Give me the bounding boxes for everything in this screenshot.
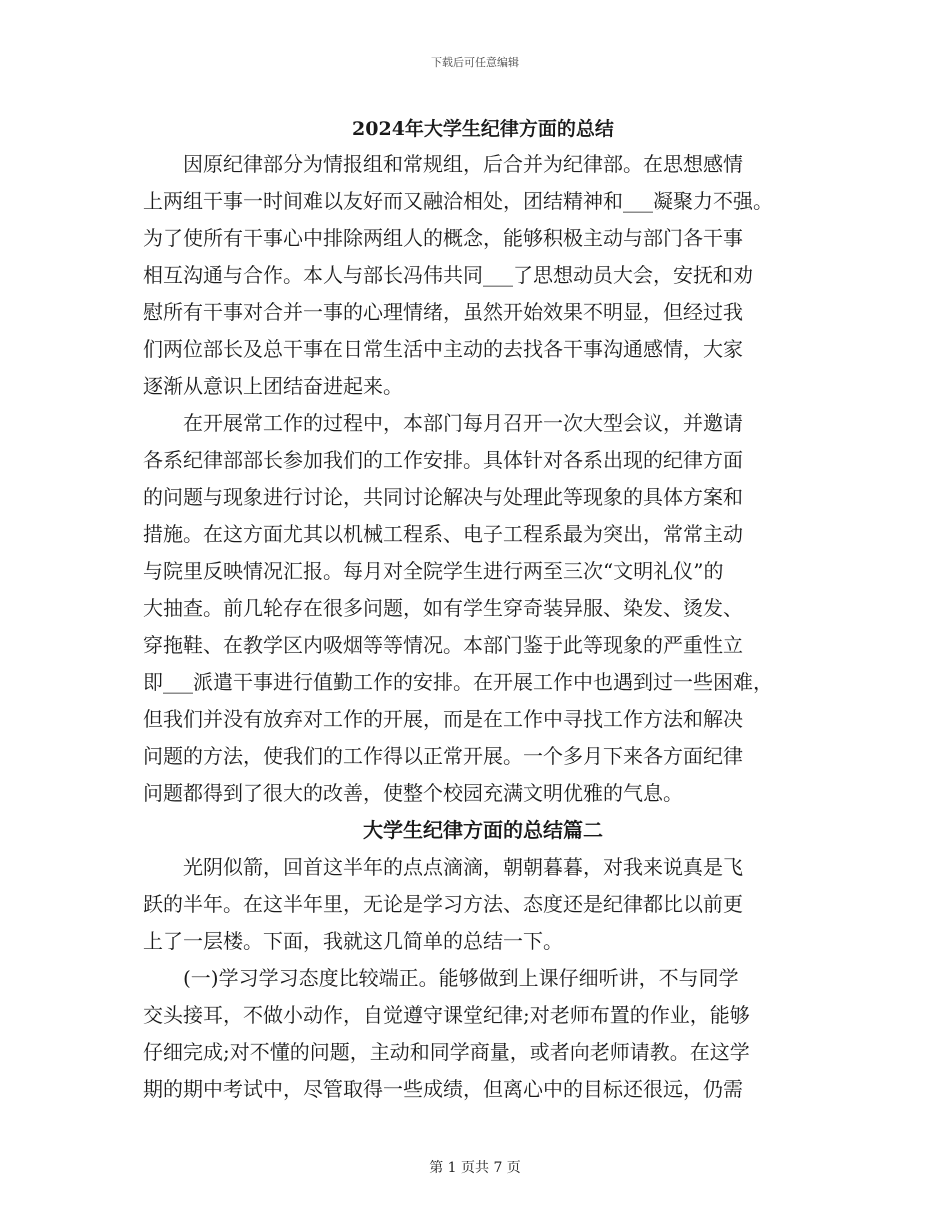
paragraph-line: 上了一层楼。下面，我就这几简单的总结一下。 xyxy=(143,929,563,953)
paragraph-line: 的问题与现象进行讨论，共同讨论解决与处理此等现象的具体方案和 xyxy=(143,485,743,509)
paragraph-2 xyxy=(143,405,823,812)
paragraph-line: 问题的方法，使我们的工作得以正常开展。一个多月下来各方面纪律 xyxy=(143,744,743,768)
paragraph-line: 慰所有干事对合并一事的心理情绪，虽然开始效果不明显，但经过我 xyxy=(143,300,743,324)
paragraph-line: 穿拖鞋、在教学区内吸烟等等情况。本部门鉴于此等现象的严重性立 xyxy=(143,633,743,657)
paragraph-line: 交头接耳，不做小动作，自觉遵守课堂纪律;对老师布置的作业，能够 xyxy=(143,1003,750,1027)
paragraph-line: 期的期中考试中，尽管取得一些成绩，但离心中的目标还很远，仍需 xyxy=(143,1077,743,1101)
document-title: 2024年大学生纪律方面的总结 xyxy=(352,118,614,140)
paragraph-line: 逐渐从意识上团结奋进起来。 xyxy=(143,374,403,398)
header-note: 下载后可任意编辑 xyxy=(431,56,519,69)
paragraph-line: (一)学习学习态度比较端正。能够做到上课仔细听讲，不与同学 xyxy=(183,966,739,990)
paragraph-line: 大抽查。前几轮存在很多问题，如有学生穿奇装异服、染发、烫发、 xyxy=(143,596,743,620)
paragraph-line: 跃的半年。在这半年里，无论是学习方法、态度还是纪律都比以前更 xyxy=(143,892,743,916)
paragraph-line: 但我们并没有放弃对工作的开展，而是在工作中寻找工作方法和解决 xyxy=(143,707,743,731)
paragraph-1 xyxy=(143,146,823,405)
paragraph-3 xyxy=(143,849,823,960)
paragraph-line: 即___派遣干事进行值勤工作的安排。在开展工作中也遇到过一些困难， xyxy=(143,670,773,694)
paragraph-line: 各系纪律部部长参加我们的工作安排。具体针对各系出现的纪律方面 xyxy=(143,448,743,472)
paragraph-line: 光阴似箭，回首这半年的点点滴滴，朝朝暮暮，对我来说真是飞 xyxy=(183,855,743,879)
document-body xyxy=(143,112,823,1108)
paragraph-line: 上两组干事一时间难以友好而又融洽相处，团结精神和___凝聚力不强。 xyxy=(143,189,773,213)
paragraph-4 xyxy=(143,960,823,1108)
paragraph-line: 问题都得到了很大的改善，使整个校园充满文明优雅的气息。 xyxy=(143,781,683,805)
paragraph-line: 相互沟通与合作。本人与部长冯伟共同___了思想动员大会，安抚和劝 xyxy=(143,263,753,287)
section-title: 大学生纪律方面的总结篇二 xyxy=(363,818,603,842)
paragraph-line: 与院里反映情况汇报。每月对全院学生进行两至三次“文明礼仪”的 xyxy=(143,559,724,583)
paragraph-line: 为了使所有干事心中排除两组人的概念，能够积极主动与部门各干事 xyxy=(143,226,743,250)
paragraph-line: 因原纪律部分为情报组和常规组，后合并为纪律部。在思想感情 xyxy=(183,152,743,176)
paragraph-line: 在开展常工作的过程中，本部门每月召开一次大型会议，并邀请 xyxy=(183,411,743,435)
paragraph-line: 们两位部长及总干事在日常生活中主动的去找各干事沟通感情，大家 xyxy=(143,337,743,361)
paragraph-line: 措施。在这方面尤其以机械工程系、电子工程系最为突出，常常主动 xyxy=(143,522,743,546)
page-footer: 第 1 页共 7 页 xyxy=(429,1160,521,1176)
paragraph-line: 仔细完成;对不懂的问题，主动和同学商量，或者向老师请教。在这学 xyxy=(143,1040,750,1064)
